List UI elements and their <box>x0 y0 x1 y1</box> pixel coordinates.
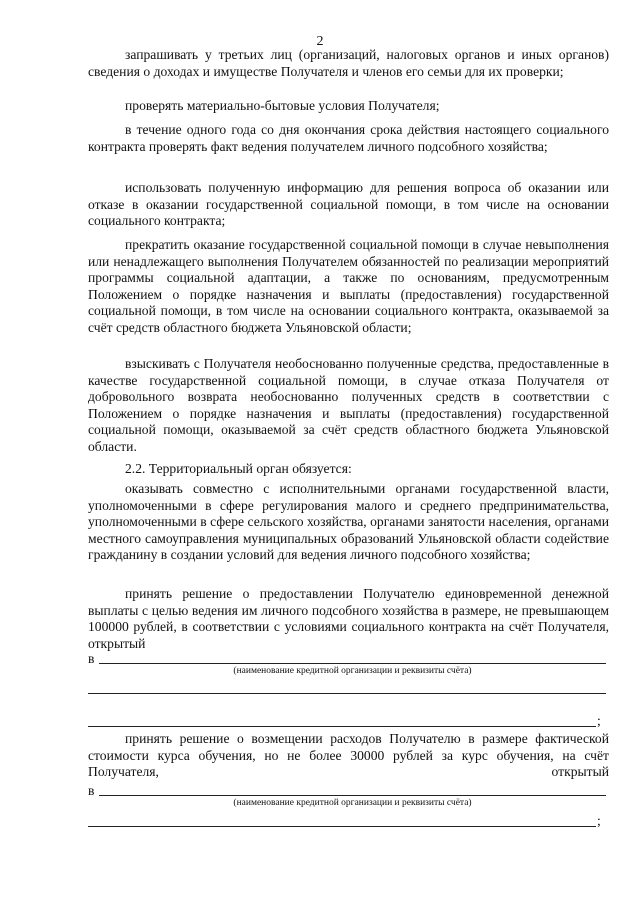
paragraph-text: оказывать совместно с исполнительными органами государственной власти, уполномоченными в сфере регулирования малого и среднего предпринимательства, уполномоченными в сфере сельского хозяйства, органами занятости населения, органами местного самоуправления муниципальных образований Ульяновской области содействие гражданину в создании условий для ведения личного подсобного хозяйства; <box>88 481 609 563</box>
bank-field-label: (наименование кредитной организации и реквизиты счёта) <box>233 666 472 676</box>
paragraph-text: проверять материально-бытовые условия Получателя; <box>125 98 440 113</box>
section-heading: 2.2. Территориальный орган обязуется: <box>125 461 352 476</box>
paragraph-text: в течение одного года со дня окончания срока действия настоящего социального контракта проверять факт ведения получателем личного подсобного хозяйства; <box>88 122 609 154</box>
paragraph-text: принять решение о предоставлении Получателю единовременной денежной выплаты с целью ведения им личного подсобного хозяйства в размере, не превышающем 100000 рублей, в соответствии с условиями социального контракта на счёт Получателя, открытый <box>88 586 609 651</box>
paragraph-recover-funds <box>88 356 609 456</box>
paragraph-request-info <box>88 47 609 80</box>
section-heading-2-2 <box>88 461 609 478</box>
paragraph-text: запрашивать у третьих лиц (организаций, налоговых органов и иных органов) сведения о доходах и имуществе Получателя и членов его семьи для их проверки; <box>88 47 609 79</box>
bank-account-field-line-3[interactable] <box>88 726 596 727</box>
page-number: 2 <box>316 34 324 49</box>
paragraph-assist-creation <box>88 481 609 564</box>
paragraph-terminate-aid <box>88 237 609 337</box>
paragraph-training-reimburse <box>88 731 609 781</box>
paragraph-text: принять решение о возмещении расходов Получателю в размере фактической стоимости курса обучения, но не более 30000 рублей за курс обучения, на счёт Получателя, открытый <box>88 731 609 780</box>
bank-account-field-line[interactable] <box>99 663 606 664</box>
semicolon: ; <box>597 813 601 828</box>
bank-account-field-line[interactable] <box>99 795 606 796</box>
paragraph-check-conditions <box>88 98 609 115</box>
paragraph-text: взыскивать с Получателя необоснованно полученные средства, предоставленные в качестве государственной социальной помощи, в случае отказа Получателя от добровольного возврата необоснованно полученных средств в соответствии с Положением о порядке назначения и выплаты (предоставления) государственной социальной помощи, оказываемой за счёт средств областного бюджета Ульяновской области. <box>88 356 609 454</box>
semicolon: ; <box>597 713 601 728</box>
paragraph-check-farming <box>88 122 609 155</box>
prefix-b: в <box>88 783 95 798</box>
bank-field-label: (наименование кредитной организации и реквизиты счёта) <box>233 798 472 808</box>
paragraph-use-info <box>88 180 609 230</box>
prefix-b: в <box>88 651 95 666</box>
paragraph-lump-sum <box>88 586 609 652</box>
paragraph-text: прекратить оказание государственной социальной помощи в случае невыполнения или ненадлежащего выполнения Получателем обязанностей по реализации мероприятий программы социальной адаптации, а также по основаниям, предусмотренным Положением о порядке назначения и выплаты (предоставления) государственной социальной помощи, в том числе на основании социального контракта, оказываемой за счёт средств областного бюджета Ульяновской области; <box>88 237 609 335</box>
paragraph-text: использовать полученную информацию для решения вопроса об оказании или отказе в оказании государственной социальной помощи, в том числе на основании социального контракта; <box>88 180 609 229</box>
bank-account-field-line-2[interactable] <box>88 826 596 827</box>
bank-account-field-line-2[interactable] <box>88 693 606 694</box>
